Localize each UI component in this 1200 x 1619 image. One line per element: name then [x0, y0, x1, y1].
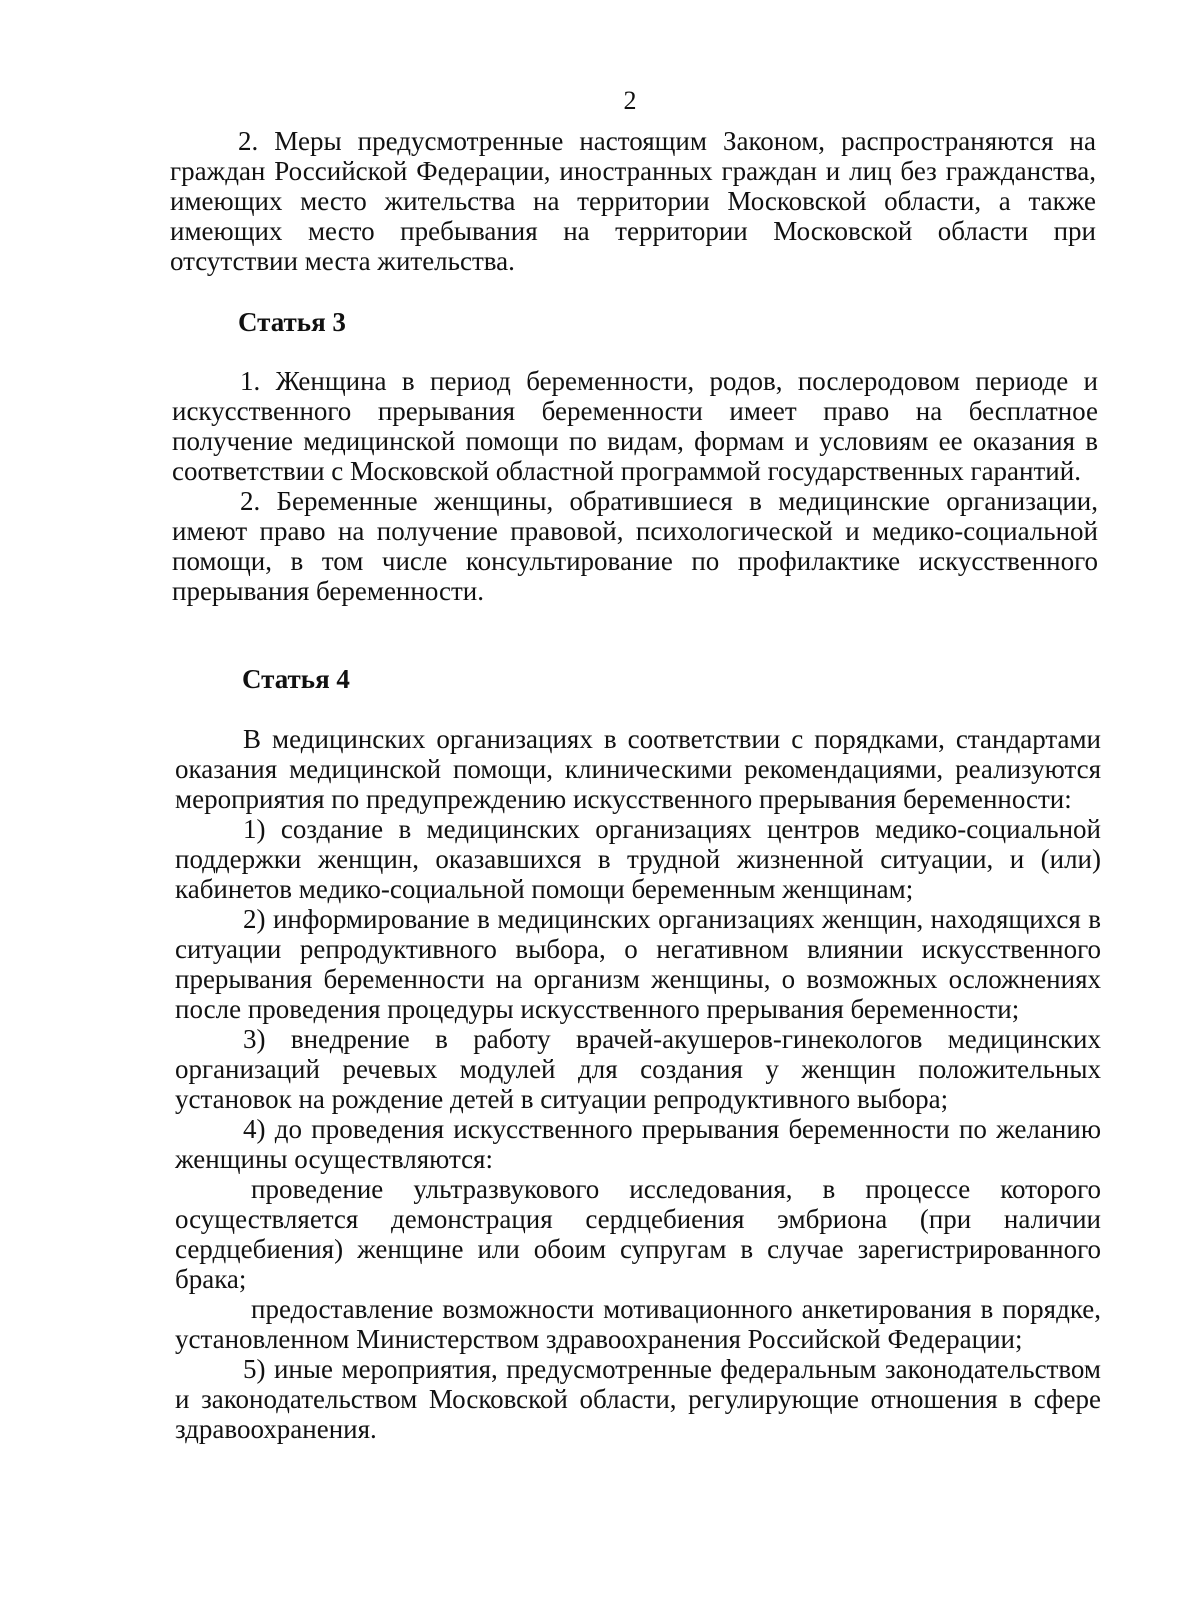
article4-item4-questionnaire: предоставление возможности мотивационного анкетирования в порядке, установленном Министерством здравоохранения Российской Федерации; [175, 1294, 1101, 1354]
article4-intro: В медицинских организациях в соответствии с порядками, стандартами оказания медицинской помощи, клиническими рекомендациями, реализуются мероприятия по предупреждению искусственного прерывания беременности: [175, 724, 1101, 814]
article4-item3: 3) внедрение в работу врачей-акушеров-гинекологов медицинских организаций речевых модулей для создания у женщин положительных установок на рождение детей в ситуации репродуктивного выбора; [175, 1024, 1101, 1114]
article3-body [172, 366, 1098, 606]
article4-item5: 5) иные мероприятия, предусмотренные федеральным законодательством и законодательством Московской области, регулирующие отношения в сфере здравоохранения. [175, 1354, 1101, 1444]
article4-item4: 4) до проведения искусственного прерывания беременности по желанию женщины осуществляются: [175, 1114, 1101, 1174]
article4-item1: 1) создание в медицинских организациях центров медико-социальной поддержки женщин, оказавшихся в трудной жизненной ситуации, и (или) кабинетов медико-социальной помощи беременным женщинам; [175, 814, 1101, 904]
article3-item1: 1. Женщина в период беременности, родов, послеродовом периоде и искусственного прерывания беременности имеет право на бесплатное получение медицинской помощи по видам, формам и условиям ее оказания в соответствии с Московской областной программой государственных гарантий. [172, 366, 1098, 486]
page-number: 2 [623, 86, 637, 115]
article3-heading: Статья 3 [238, 307, 346, 337]
article3-item2: 2. Беременные женщины, обратившиеся в медицинские организации, имеют право на получение правовой, психологической и медико-социальной помощи, в том числе консультирование по профилактике искусственного прерывания беременности. [172, 486, 1098, 606]
article2-item2: 2. Меры предусмотренные настоящим Законом, распространяются на граждан Российской Федерации, иностранных граждан и лиц без гражданства, имеющих место жительства на территории Московской области, а также имеющих место пребывания на территории Московской области при отсутствии места жительства. [170, 126, 1096, 276]
article4-item4-ultrasound: проведение ультразвукового исследования, в процессе которого осуществляется демонстрация сердцебиения эмбриона (при наличии сердцебиения) женщине или обоим супругам в случае зарегистрированного брака; [175, 1174, 1101, 1294]
article4-body [175, 724, 1101, 1444]
article4-heading: Статья 4 [242, 664, 350, 694]
article4-item2: 2) информирование в медицинских организациях женщин, находящихся в ситуации репродуктивного выбора, о негативном влиянии искусственного прерывания беременности на организм женщины, о возможных осложнениях после проведения процедуры искусственного прерывания беременности; [175, 904, 1101, 1024]
article2-item2-block [170, 126, 1096, 276]
